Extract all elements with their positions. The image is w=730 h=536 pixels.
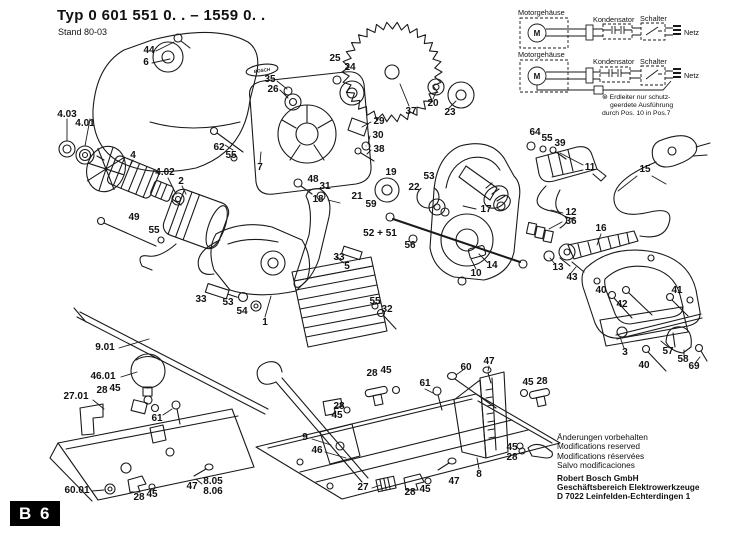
wing-bolt-right: [521, 388, 552, 408]
part-number-label: 45: [146, 489, 158, 500]
part-number-label: 59: [365, 199, 377, 210]
part-number-label: 53: [222, 297, 234, 308]
part-number-label: 46.01: [90, 371, 116, 382]
saw-blade-teeth: [342, 22, 442, 121]
washer-45-mid: [344, 407, 350, 413]
gear-housing: [430, 144, 520, 285]
part-number-label: 49: [128, 212, 140, 223]
part-number-label: 30: [372, 130, 384, 141]
screw-62: [211, 128, 244, 162]
part-number-label: 27.01: [63, 391, 89, 402]
mains-label-1: Netz: [684, 28, 700, 37]
switch-assembly: [536, 147, 606, 182]
part-number-label: 55: [369, 296, 381, 307]
part-number-label: 42: [616, 299, 628, 310]
part-number-label: 47: [186, 481, 198, 492]
part-number-label: 15: [639, 164, 651, 175]
bearing-21: [375, 178, 399, 202]
depth-guide: [454, 372, 508, 458]
part-number-label: 52 + 51: [363, 228, 397, 239]
part-number-label: 46: [311, 445, 323, 456]
part-number-label: 28: [96, 385, 108, 396]
part-number-label: 35: [264, 74, 276, 85]
part-number-label: 38: [373, 144, 385, 155]
company-name: Robert Bosch GmbH: [557, 472, 639, 483]
part-number-label: 17: [480, 204, 492, 215]
part-number-label: 8.06: [203, 486, 223, 497]
grommet-60-01: [105, 484, 115, 494]
switch-label-1: Schalter: [640, 14, 667, 23]
bosch-badge-label: BOSCH: [253, 66, 271, 75]
lock-knob-46-01: [131, 354, 165, 404]
part-number-label: 45: [109, 383, 121, 394]
motor-armature: [81, 141, 181, 205]
motor-symbol-1: M: [533, 29, 541, 38]
part-number-label: 11: [584, 162, 596, 173]
brush-33a: [205, 284, 238, 302]
part-number-label: 45: [331, 410, 343, 421]
saw-blade: [342, 22, 442, 121]
wiring-diagram-1-labels: [518, 8, 699, 38]
part-number-label: 7: [257, 162, 263, 173]
part-number-label: 6: [143, 57, 149, 68]
part-number-label: 28: [366, 368, 378, 379]
part-number-label: 32: [381, 304, 393, 315]
part-number-label: 47: [483, 356, 495, 367]
part-number-label: 16: [595, 223, 607, 234]
screw-49: [98, 218, 165, 247]
part-number-label: 4.03: [57, 109, 77, 120]
part-number-label: 45: [380, 365, 392, 376]
part-number-label: 28: [133, 492, 145, 503]
part-number-label: 28: [536, 376, 548, 387]
nut-54: [251, 301, 261, 311]
part-number-label: 55: [148, 225, 160, 236]
part-number-label: 29: [373, 116, 385, 127]
motor-symbol-2: M: [533, 72, 541, 81]
part-number-label: 28: [333, 401, 345, 412]
part-number-label: 19: [385, 167, 397, 178]
power-cord: [614, 136, 710, 237]
part-number-label: 13: [552, 262, 564, 273]
part-number-label: 18: [312, 194, 324, 205]
cross-rod-9-01: [74, 308, 268, 414]
part-number-label: 8.05: [203, 476, 223, 487]
part-number-label: 43: [566, 272, 578, 283]
field-stator: [161, 187, 233, 252]
part-number-label: 64: [529, 127, 541, 138]
bearing-4-03: [59, 141, 75, 157]
motor-housing-label-1: Motorgehäuse: [518, 8, 565, 17]
cap-14: [468, 245, 486, 259]
switch-wires: [537, 186, 577, 228]
part-number-label: 4.01: [75, 118, 95, 129]
part-number-label: 62: [213, 142, 225, 153]
part-number-label: 10: [470, 268, 482, 279]
part-number-label: 57: [662, 346, 674, 357]
capacitor-label-1: Kondensator: [593, 15, 635, 24]
cord-sleeve-16: [559, 231, 638, 260]
part-number-label: 3: [622, 347, 628, 358]
footer-block: [557, 433, 700, 502]
part-number-label: 55: [541, 133, 553, 144]
page-title: Typ 0 601 551 0. . – 1559 0. .: [57, 7, 266, 24]
footer-note: Salvo modificaciones: [557, 460, 635, 471]
part-number-label: 36: [565, 216, 577, 227]
guide-rods-9-46: [257, 362, 368, 482]
part-number-label: 27: [357, 482, 369, 493]
brush-33b: [342, 246, 363, 259]
part-number-label: 37: [405, 106, 417, 117]
wing-bolt-top: [365, 386, 400, 407]
part-number-label: 28: [506, 452, 518, 463]
loose-screws: [172, 367, 496, 476]
part-number-label: 39: [554, 138, 566, 149]
footer-note: Modifications réservées: [557, 450, 645, 461]
part-number-label: 12: [565, 207, 577, 218]
connector-36: [526, 222, 555, 242]
part-number-label: 48: [307, 174, 319, 185]
handle: [582, 250, 700, 346]
bearing-4-01: [76, 146, 94, 164]
page-subtitle: Stand 80-03: [58, 27, 108, 37]
part-number-label: 56: [404, 240, 416, 251]
part-number-label: 28: [404, 487, 416, 498]
vented-cover: [292, 257, 387, 347]
part-number-label: 22: [408, 182, 420, 193]
rod-57: [616, 314, 702, 339]
part-number-label: 33: [195, 294, 207, 305]
base-plate: [256, 394, 560, 499]
part-number-label: 45: [522, 377, 534, 388]
part-number-label: 45: [419, 484, 431, 495]
elbow-clamp-mid: [323, 399, 343, 416]
mains-label-2: Netz: [684, 71, 700, 80]
earth-note-line3: durch Pos. 10 in Pos.7: [602, 110, 671, 117]
riving-knife: [294, 189, 330, 288]
motor-housing: [198, 225, 309, 295]
part-number-label: 31: [319, 181, 331, 192]
clamp-28-45-bottomleft: [128, 476, 155, 492]
part-number-label: 9.01: [95, 342, 115, 353]
motor-housing-label-2: Motorgehäuse: [518, 50, 565, 59]
part-number-label: 40: [595, 285, 607, 296]
part-number-label: 55: [225, 150, 237, 161]
part-number-label: 58: [677, 354, 689, 365]
part-number-label: 20: [427, 98, 439, 109]
earth-note-line2: geerdete Ausführung: [610, 102, 674, 109]
part-number-label: 60: [460, 362, 472, 373]
angle-bracket-27-01: [80, 404, 103, 435]
part-number-label: 4: [130, 150, 136, 161]
part-number-label: 61: [419, 378, 431, 389]
part-number-label: 24: [344, 62, 356, 73]
part-number-label: 54: [236, 306, 248, 317]
part-number-label: 26: [267, 84, 279, 95]
part-number-label: 33: [333, 252, 345, 263]
part-number-label: 61: [151, 413, 163, 424]
field-wires: [140, 244, 176, 270]
part-number-label: 4.02: [155, 167, 175, 178]
part-number-label: 44: [143, 45, 155, 56]
part-number-label: 25: [329, 53, 341, 64]
company-address: D 7022 Leinfelden-Echterdingen 1: [557, 491, 691, 502]
part-number-label: 2: [178, 176, 184, 187]
part-number-label: 21: [351, 191, 363, 202]
part-number-label: 5: [344, 261, 350, 272]
part-number-label: 14: [486, 260, 498, 271]
screw-32: [372, 303, 396, 329]
motor-shell: [245, 62, 371, 194]
part-number-label: 53: [423, 171, 435, 182]
part-number-label: 60.01: [64, 485, 90, 496]
part-number-label: 40: [638, 360, 650, 371]
knob-58: [666, 327, 691, 353]
company-division: Geschäftsbereich Elektrowerkzeuge: [557, 482, 700, 493]
part-number-label: 41: [671, 285, 683, 296]
footer-note: Änderungen vorbehalten: [557, 432, 648, 442]
part-number-label: 47: [448, 476, 460, 487]
switch-label-2: Schalter: [640, 57, 667, 66]
part-number-label: 23: [444, 107, 456, 118]
page-code-badge: B 6: [10, 501, 60, 526]
screw-44: [174, 34, 190, 48]
clip-13-43: [544, 251, 584, 272]
part-number-label: 45: [506, 442, 518, 453]
part-number-label: 8: [476, 469, 482, 480]
blade-guard-cover: [93, 32, 258, 171]
part-number-label: 1: [262, 317, 268, 328]
capacitor-label-2: Kondensator: [593, 57, 635, 66]
part-number-label: 9: [302, 432, 308, 443]
part-number-label: 69: [688, 361, 700, 372]
footer-note: Modifications reserved: [557, 441, 641, 452]
switch-fasteners: [527, 142, 566, 159]
earth-note-line1: ⊛ Erdleiter nur schutz-: [602, 94, 671, 101]
